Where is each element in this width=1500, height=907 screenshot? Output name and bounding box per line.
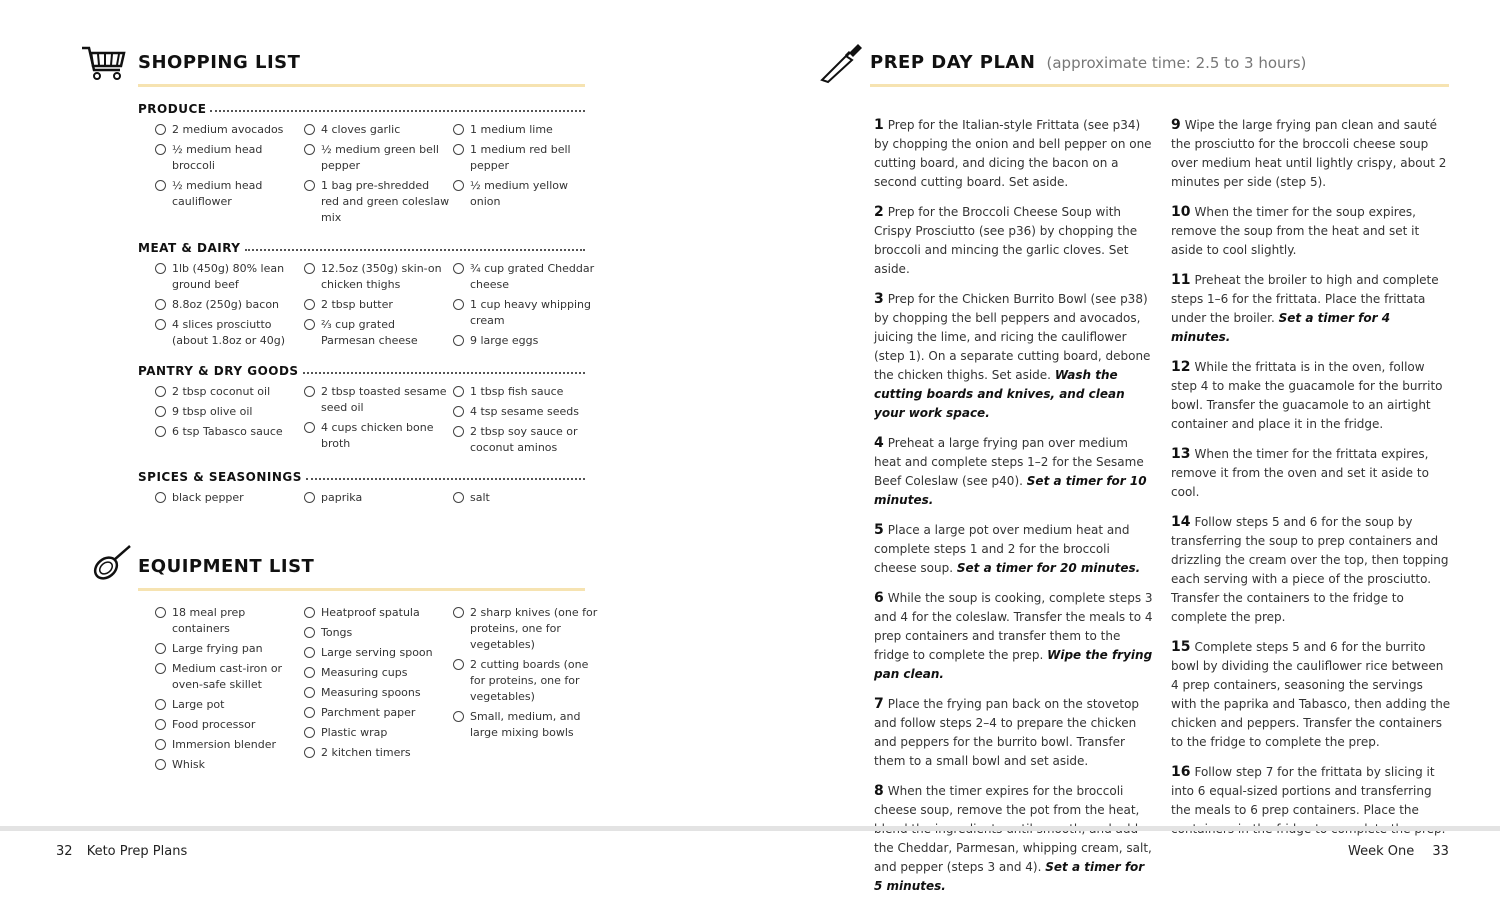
step-text: Prep for the Italian-style Frittata (see p34) by chopping the onion and bell pepper on one cutting board, and dicing the bacon on a second cutting board. Set aside. xyxy=(874,118,1152,189)
meat-col-3 xyxy=(453,261,599,353)
checkbox-circle-icon[interactable] xyxy=(155,663,166,674)
footer-bar xyxy=(0,826,1500,831)
checkbox-circle-icon[interactable] xyxy=(453,124,464,135)
checklist-item-label: Large serving spoon xyxy=(321,646,433,659)
pantry-col-1 xyxy=(155,384,301,444)
step-text: When the timer for the frittata expires, remove it from the oven and set it aside to cool. xyxy=(1171,447,1429,499)
checkbox-circle-icon[interactable] xyxy=(453,492,464,503)
checklist-item xyxy=(453,709,599,741)
checklist-item-label: 1 bag pre-shredded red and green coleslaw mix xyxy=(321,179,450,224)
step-number: 4 xyxy=(874,435,884,451)
checklist-item-label: 4 tsp sesame seeds xyxy=(470,405,579,418)
shopping-cart-icon xyxy=(80,44,128,82)
checklist-item xyxy=(453,122,599,138)
checkbox-circle-icon[interactable] xyxy=(304,647,315,658)
checkbox-circle-icon[interactable] xyxy=(155,426,166,437)
prep-step xyxy=(874,589,1154,684)
checklist-item xyxy=(155,178,301,210)
checklist-item-label: 1 medium red bell pepper xyxy=(470,143,571,172)
spices-col-2 xyxy=(304,490,450,510)
step-number: 2 xyxy=(874,204,884,220)
step-text: Place a large pot over medium heat and complete steps 1 and 2 for the broccoli cheese soup. xyxy=(874,523,1130,575)
footer-right xyxy=(1348,844,1449,859)
step-number: 7 xyxy=(874,696,884,712)
checklist-item xyxy=(304,317,450,349)
checklist-item-label: ½ medium green bell pepper xyxy=(321,143,439,172)
whisk-icon xyxy=(90,544,132,584)
checkbox-circle-icon[interactable] xyxy=(155,263,166,274)
equipment-list-title: EQUIPMENT LIST xyxy=(138,556,315,577)
checklist-item xyxy=(304,178,450,226)
step-number: 3 xyxy=(874,291,884,307)
checkbox-circle-icon[interactable] xyxy=(155,180,166,191)
prep-step xyxy=(1171,203,1451,260)
step-emphasis: Wipe the frying pan clean. xyxy=(874,648,1153,681)
checkbox-circle-icon[interactable] xyxy=(453,263,464,274)
checkbox-circle-icon[interactable] xyxy=(155,607,166,618)
shopping-list-title: SHOPPING LIST xyxy=(138,52,301,73)
checkbox-circle-icon[interactable] xyxy=(155,759,166,770)
prep-step xyxy=(874,116,1154,192)
step-text: Prep for the Chicken Burrito Bowl (see p38) by chopping the bell peppers and avocados, juicing the lime, and ricing the cauliflower (step 1). On a separate cutting board, debone the chicken thighs. Set aside. xyxy=(874,292,1151,382)
checkbox-circle-icon[interactable] xyxy=(155,739,166,750)
checklist-item xyxy=(304,605,450,621)
checklist-item-label: 4 cups chicken bone broth xyxy=(321,421,434,450)
checklist-item-label: 8.8oz (250g) bacon xyxy=(172,298,280,311)
checkbox-circle-icon[interactable] xyxy=(304,422,315,433)
step-text: While the soup is cooking, complete steps 3 and 4 for the coleslaw. Transfer the meals to 4 prep containers and transfer them to the fridge to complete the prep. xyxy=(874,591,1153,662)
prep-step xyxy=(1171,358,1451,434)
checklist-item xyxy=(155,261,301,293)
right-running-title: Week One xyxy=(1348,844,1415,859)
checklist-item xyxy=(304,665,450,681)
step-text: Prep for the Broccoli Cheese Soup with Crispy Prosciutto (see p36) by chopping the broccoli and mincing the garlic cloves. Set aside. xyxy=(874,205,1138,276)
prep-plan-title: PREP DAY PLAN xyxy=(870,52,1036,73)
meat-col-2 xyxy=(304,261,450,353)
checklist-item xyxy=(304,420,450,452)
checklist-item-label: ¾ cup grated Cheddar cheese xyxy=(470,262,595,291)
step-text: When the timer expires for the broccoli cheese soup, remove the pot from the heat, the Cheddar, Parmesan, whipping cream, salt, and pepper (steps 3 and 4). xyxy=(874,784,1152,874)
prep-plan-heading xyxy=(870,52,1306,73)
checkbox-circle-icon[interactable] xyxy=(155,144,166,155)
checklist-item xyxy=(304,645,450,661)
checkbox-circle-icon[interactable] xyxy=(304,319,315,330)
left-running-title: Keto Prep Plans xyxy=(86,844,188,859)
checklist-item-label: Measuring cups xyxy=(321,666,408,679)
checklist-item-label: 4 cloves garlic xyxy=(321,123,401,136)
checklist-item-label: 6 tsp Tabasco sauce xyxy=(172,425,283,438)
step-text: Follow step 7 for the frittata by slicing it into 6 equal-sized portions and transferring the meals to 6 prep containers. Place the xyxy=(1171,765,1435,817)
checklist-item xyxy=(304,384,450,416)
prep-step xyxy=(874,434,1154,510)
step-number: 11 xyxy=(1171,272,1191,288)
checklist-item-label: 1 tbsp fish sauce xyxy=(470,385,564,398)
checklist-item xyxy=(453,333,599,349)
checkbox-circle-icon[interactable] xyxy=(155,299,166,310)
footer-left xyxy=(56,844,187,859)
step-number: 14 xyxy=(1171,514,1191,530)
checklist-item-label: Whisk xyxy=(172,758,206,771)
step-emphasis: Wash the cutting boards and knives, and clean your work space. xyxy=(874,368,1125,420)
section-rule xyxy=(870,84,1449,87)
checkbox-circle-icon[interactable] xyxy=(304,627,315,638)
checklist-item-label: Tongs xyxy=(321,626,353,639)
prep-step xyxy=(1171,513,1451,627)
step-text: When the timer for the soup expires, remove the soup from the heat and set it aside to cool slightly. xyxy=(1171,205,1420,257)
checklist-item-label: 2 tbsp coconut oil xyxy=(172,385,271,398)
checkbox-circle-icon[interactable] xyxy=(304,124,315,135)
checkbox-circle-icon[interactable] xyxy=(453,406,464,417)
step-number: 5 xyxy=(874,522,884,538)
checkbox-circle-icon[interactable] xyxy=(304,667,315,678)
produce-col-3 xyxy=(453,122,599,214)
checklist-item xyxy=(155,717,301,733)
equipment-col-3 xyxy=(453,605,599,745)
checklist-item-label: Large frying pan xyxy=(172,642,263,655)
checkbox-circle-icon[interactable] xyxy=(155,406,166,417)
checklist-item xyxy=(155,297,301,313)
checklist-item xyxy=(453,424,599,456)
checklist-item-label: black pepper xyxy=(172,491,244,504)
step-number: 13 xyxy=(1171,446,1191,462)
checklist-item xyxy=(453,605,599,653)
checklist-item xyxy=(155,757,301,773)
checklist-item-label: ½ medium yellow onion xyxy=(470,179,568,208)
step-text: Complete steps 5 and 6 for the burrito bowl by dividing the cauliflower rice between 4 prep containers, seasoning the servings with the paprika and Tabasco, then adding the chicken and peppers. Transfer the containers to the fridge to complete the prep. xyxy=(1171,640,1451,749)
pantry-col-3 xyxy=(453,384,599,460)
checklist-item xyxy=(304,122,450,138)
category-label: SPICES & SEASONINGS xyxy=(138,470,302,484)
prep-step xyxy=(874,203,1154,279)
checklist-item-label: Medium cast-iron or oven-safe skillet xyxy=(172,662,283,691)
step-text: While the frittata is in the oven, follow step 4 to make the guacamole for the burrito bowl. Transfer the guacamole to an airtight container and place it in the fridge. xyxy=(1171,360,1443,431)
checklist-item-label: 1 medium lime xyxy=(470,123,553,136)
step-number: 10 xyxy=(1171,204,1191,220)
checklist-item-label: 18 meal prep containers xyxy=(172,606,246,635)
step-number: 12 xyxy=(1171,359,1191,375)
checklist-item-label: 2 kitchen timers xyxy=(321,746,411,759)
checklist-item xyxy=(453,261,599,293)
equipment-col-2 xyxy=(304,605,450,765)
prep-steps-col-2 xyxy=(1171,116,1451,850)
checklist-item xyxy=(155,122,301,138)
category-label: PRODUCE xyxy=(138,102,207,116)
step-emphasis: Set a timer for 4 minutes. xyxy=(1171,311,1391,344)
spices-col-3 xyxy=(453,490,599,510)
category-spices xyxy=(138,470,585,484)
checkbox-circle-icon[interactable] xyxy=(453,335,464,346)
prep-step xyxy=(874,290,1154,423)
checklist-item xyxy=(304,705,450,721)
checkbox-circle-icon[interactable] xyxy=(155,386,166,397)
checklist-item-label: 2 tbsp toasted sesame seed oil xyxy=(321,385,447,414)
checklist-item-label: ½ medium head broccoli xyxy=(172,143,263,172)
section-rule xyxy=(138,84,585,87)
category-meat-dairy xyxy=(138,241,585,255)
prep-step xyxy=(874,521,1154,578)
prep-step xyxy=(1171,271,1451,347)
checkbox-circle-icon[interactable] xyxy=(155,699,166,710)
checklist-item xyxy=(304,725,450,741)
checkbox-circle-icon[interactable] xyxy=(155,719,166,730)
checklist-item-label: 4 slices prosciutto (about 1.8oz or 40g) xyxy=(172,318,286,347)
checklist-item-label: 2 medium avocados xyxy=(172,123,284,136)
checkbox-circle-icon[interactable] xyxy=(155,124,166,135)
checklist-item-label: Large pot xyxy=(172,698,225,711)
checkbox-circle-icon[interactable] xyxy=(304,299,315,310)
checkbox-circle-icon[interactable] xyxy=(304,263,315,274)
category-label: MEAT & DAIRY xyxy=(138,241,241,255)
prep-step xyxy=(1171,445,1451,502)
checkbox-circle-icon[interactable] xyxy=(304,492,315,503)
checkbox-circle-icon[interactable] xyxy=(453,711,464,722)
checklist-item-label: Plastic wrap xyxy=(321,726,388,739)
checklist-item-label: 9 large eggs xyxy=(470,334,539,347)
spices-col-1 xyxy=(155,490,301,510)
checklist-item-label: 2 tbsp soy sauce or coconut aminos xyxy=(470,425,578,454)
checklist-item xyxy=(155,384,301,400)
checklist-item-label: ⅔ cup grated Parmesan cheese xyxy=(321,318,418,347)
step-text: Place the frying pan back on the stovetop and follow steps 2–4 to prepare the chicken and peppers for the burrito bowl. Transfer them to a small bowl and set aside. xyxy=(874,697,1140,768)
step-text: Wipe the large frying pan clean and sauté the prosciutto for the broccoli cheese soup over medium heat until lightly crispy, about 2 minutes per side (step 5). xyxy=(1171,118,1447,189)
checklist-item xyxy=(453,178,599,210)
checklist-item xyxy=(304,625,450,641)
checkbox-circle-icon[interactable] xyxy=(304,144,315,155)
prep-steps-col-1 xyxy=(874,116,1154,907)
checkbox-circle-icon[interactable] xyxy=(453,180,464,191)
checklist-item-label: Immersion blender xyxy=(172,738,277,751)
checklist-item xyxy=(453,384,599,400)
checklist-item xyxy=(155,404,301,420)
checklist-item xyxy=(304,142,450,174)
checklist-item xyxy=(304,490,450,506)
category-produce xyxy=(138,102,585,116)
checklist-item-label: 2 sharp knives (one for proteins, one for vegetables) xyxy=(470,606,598,651)
meat-col-1 xyxy=(155,261,301,353)
checklist-item-label: Parchment paper xyxy=(321,706,416,719)
checklist-item xyxy=(453,142,599,174)
checklist-item xyxy=(453,404,599,420)
checklist-item xyxy=(453,490,599,506)
checklist-item xyxy=(155,605,301,637)
knife-icon xyxy=(818,42,864,84)
checkbox-circle-icon[interactable] xyxy=(155,492,166,503)
pantry-col-2 xyxy=(304,384,450,456)
checklist-item xyxy=(155,737,301,753)
checkbox-circle-icon[interactable] xyxy=(453,299,464,310)
checkbox-circle-icon[interactable] xyxy=(304,707,315,718)
checklist-item-label: paprika xyxy=(321,491,363,504)
prep-step xyxy=(1171,116,1451,192)
step-number: 9 xyxy=(1171,117,1181,133)
checklist-item xyxy=(155,697,301,713)
checkbox-circle-icon[interactable] xyxy=(304,180,315,191)
checklist-item-label: 2 cutting boards (one for proteins, one for vegetables) xyxy=(470,658,589,703)
checkbox-circle-icon[interactable] xyxy=(304,687,315,698)
equipment-col-1 xyxy=(155,605,301,777)
right-page-number: 33 xyxy=(1432,844,1449,859)
checklist-item xyxy=(304,745,450,761)
checklist-item xyxy=(155,490,301,506)
checklist-item-label: 1lb (450g) 80% lean ground beef xyxy=(172,262,285,291)
checklist-item xyxy=(155,424,301,440)
checkbox-circle-icon[interactable] xyxy=(155,643,166,654)
checkbox-circle-icon[interactable] xyxy=(304,747,315,758)
checkbox-circle-icon[interactable] xyxy=(453,386,464,397)
category-pantry xyxy=(138,364,585,378)
checklist-item-label: salt xyxy=(470,491,490,504)
checklist-item-label: 12.5oz (350g) skin-on chicken thighs xyxy=(321,262,442,291)
step-emphasis: Set a timer for 5 minutes. xyxy=(874,860,1145,893)
step-text: Follow steps 5 and 6 for the soup by transferring the soup to prep containers and drizzling the cream over the top, then topping each serving with a piece of the prosciutto. Transfer the containers to the fridge to complete the prep. xyxy=(1171,515,1449,624)
checklist-item-label: ½ medium head cauliflower xyxy=(172,179,263,208)
checkbox-circle-icon[interactable] xyxy=(453,144,464,155)
step-number: 8 xyxy=(874,783,884,799)
checklist-item-label: 9 tbsp olive oil xyxy=(172,405,253,418)
checklist-item xyxy=(155,317,301,349)
checklist-item-label: Small, medium, and large mixing bowls xyxy=(470,710,581,739)
left-page-number: 32 xyxy=(56,844,73,859)
step-number: 6 xyxy=(874,590,884,606)
checkbox-circle-icon[interactable] xyxy=(453,659,464,670)
checklist-item-label: 2 tbsp butter xyxy=(321,298,393,311)
checklist-item xyxy=(304,685,450,701)
step-text: Preheat a large frying pan over medium heat and complete steps 1–2 for the Sesame Beef Coleslaw (see p40). xyxy=(874,436,1144,488)
checklist-item xyxy=(304,297,450,313)
checklist-item xyxy=(453,657,599,705)
step-number: 16 xyxy=(1171,764,1191,780)
step-text: Preheat the broiler to high and complete steps 1–6 for the frittata. Place the frittata under the broiler. xyxy=(1171,273,1439,325)
checkbox-circle-icon[interactable] xyxy=(304,386,315,397)
checkbox-circle-icon[interactable] xyxy=(453,426,464,437)
step-emphasis: Set a timer for 20 minutes. xyxy=(956,561,1141,575)
checklist-item xyxy=(453,297,599,329)
step-number: 1 xyxy=(874,117,884,133)
checklist-item-label: 1 cup heavy whipping cream xyxy=(470,298,591,327)
prep-step xyxy=(874,695,1154,771)
checklist-item xyxy=(155,142,301,174)
checkbox-circle-icon[interactable] xyxy=(155,319,166,330)
step-number: 15 xyxy=(1171,639,1191,655)
category-label: PANTRY & DRY GOODS xyxy=(138,364,299,378)
prep-plan-subtitle: (approximate time: 2.5 to 3 hours) xyxy=(1046,54,1307,72)
checklist-item xyxy=(304,261,450,293)
prep-step xyxy=(874,782,1154,896)
checkbox-circle-icon[interactable] xyxy=(453,607,464,618)
checklist-item xyxy=(155,661,301,693)
checklist-item xyxy=(155,641,301,657)
checkbox-circle-icon[interactable] xyxy=(304,727,315,738)
prep-step xyxy=(1171,638,1451,752)
checkbox-circle-icon[interactable] xyxy=(304,607,315,618)
checklist-item-label: Measuring spoons xyxy=(321,686,421,699)
checklist-item-label: Heatproof spatula xyxy=(321,606,420,619)
produce-col-2 xyxy=(304,122,450,230)
section-rule xyxy=(138,588,585,591)
checklist-item-label: Food processor xyxy=(172,718,256,731)
produce-col-1 xyxy=(155,122,301,214)
step-emphasis: Set a timer for 10 minutes. xyxy=(874,474,1147,507)
